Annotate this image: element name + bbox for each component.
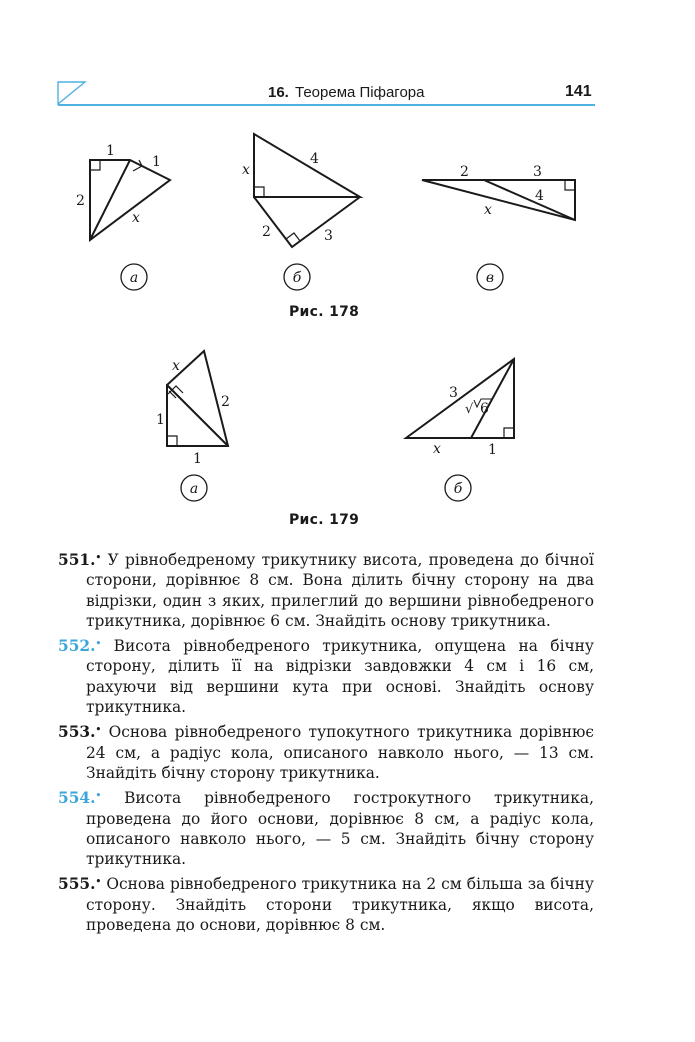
fig179b-label-3: 3 <box>449 385 458 401</box>
fig179a-label-left: 1 <box>156 412 165 428</box>
figure-179-caption-label: Рис. <box>289 512 324 528</box>
fig178a-label-top: 1 <box>106 143 115 159</box>
fig178c-label-3: 3 <box>533 164 542 180</box>
fig178-panel-a <box>90 160 170 240</box>
page-number: 141 <box>565 83 592 100</box>
problem-551 <box>58 550 594 631</box>
fig179a-label-bottom: 1 <box>193 451 202 467</box>
figure-178-caption-number: 178 <box>329 304 360 320</box>
problem-552 <box>58 636 594 717</box>
figure-178-caption-label: Рис. <box>289 304 324 320</box>
problem-number <box>58 723 101 741</box>
difficulty-marker: • <box>95 791 102 802</box>
problem-number-text: 554. <box>58 789 96 808</box>
problem-554 <box>58 788 594 869</box>
problem-text: Висота рівнобедреного гострокутного трикутника, проведена до його основи, дорівнює 8 см, а радіус кола, описаного навколо нього, — 5 см. Знайдіть бічну сторону трикутника. <box>86 789 594 869</box>
fig178b-label-x: x <box>242 162 250 178</box>
fig178a-label-left: 2 <box>76 193 85 209</box>
problem-number-text: 555. <box>58 875 96 894</box>
problem-text: Висота рівнобедреного трикутника, опущена на бічну сторону, ділить її на відрізки завдовжки 4 см і 16 см, рахуючи від вершини кута при основі. Знайдіть основу трикутника. <box>86 637 594 717</box>
difficulty-marker: • <box>95 877 102 888</box>
problem-text: Основа рівнобедреного тупокутного трикутника дорівнює 24 см, а радіус кола, описаного навколо нього, — 13 см. Знайдіть бічну сторону трикутника. <box>86 723 594 782</box>
problem-number-text: 553. <box>58 723 96 742</box>
difficulty-marker: • <box>95 553 102 563</box>
fig178b-label-hyp: 4 <box>310 151 319 167</box>
fig178c-label-x: x <box>484 202 492 218</box>
fig179b-label-1: 1 <box>488 442 497 458</box>
figure-178-caption <box>289 304 359 320</box>
fig178-panel-c <box>422 180 575 220</box>
fig178b-label-3: 3 <box>324 228 333 244</box>
difficulty-marker: • <box>95 725 102 736</box>
problem-number <box>58 551 101 569</box>
fig179a-label-x: x <box>172 358 180 374</box>
fig179b-letter: б <box>453 481 463 497</box>
problem-number-text: 551. <box>58 551 96 569</box>
fig179b-label-x: x <box>433 441 441 457</box>
fig179a-letter: а <box>189 481 199 497</box>
problem-number-text: 552. <box>58 637 96 656</box>
fig178a-label-right: 1 <box>152 154 161 170</box>
fig179b-sqrt-symbol: √ <box>465 402 474 417</box>
fig178b-letter: б <box>292 270 302 286</box>
problem-number <box>58 637 101 655</box>
fig178a-label-x: x <box>132 210 140 226</box>
section-number: 16. <box>268 84 289 101</box>
figure-179-caption <box>289 512 359 528</box>
problem-number <box>58 789 101 807</box>
problem-553 <box>58 722 594 783</box>
fig178c-letter: в <box>485 270 495 286</box>
section-title: Теорема Піфагора <box>295 84 425 101</box>
problem-555 <box>58 874 594 935</box>
problem-number <box>58 875 101 893</box>
fig178c-label-4: 4 <box>535 188 544 204</box>
fig178c-label-2: 2 <box>460 164 469 180</box>
problem-text: У рівнобедреному трикутнику висота, проведена до бічної сторони, дорівнює 8 см. Вона ділить бічну сторону на два відрізки, один з яких, прилеглий до вершини рівнобедреного трикутника, дорівнює 6 см. Знайдіть основу трикутника. <box>86 551 594 630</box>
figure-179-caption-number: 179 <box>329 512 360 528</box>
fig178a-letter: а <box>129 270 139 286</box>
fig178b-label-2: 2 <box>262 224 271 240</box>
problem-list <box>58 550 594 940</box>
problem-text: Основа рівнобедреного трикутника на 2 см більша за бічну сторону. Знайдіть сторони трикутника, якщо висота, проведена до основи, дорівнює 8 см. <box>86 875 594 935</box>
fig179a-label-right: 2 <box>221 394 230 410</box>
difficulty-marker: • <box>95 639 102 650</box>
fig179-panel-b <box>406 359 514 438</box>
fig179b-label-sqrt6: 6 <box>480 401 489 417</box>
